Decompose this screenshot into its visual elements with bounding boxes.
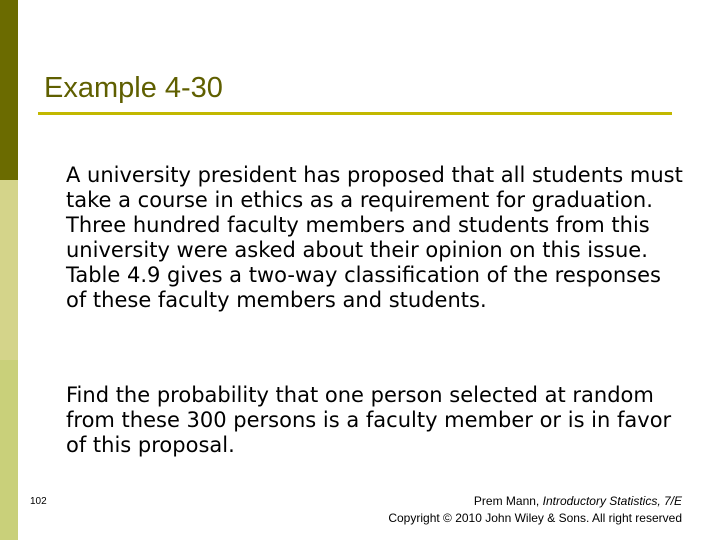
slide-title: Example 4-30: [44, 72, 223, 104]
footer-book-title: Introductory Statistics, 7/E: [542, 494, 682, 508]
footer-author: Prem Mann,: [473, 494, 543, 508]
title-underline: [38, 112, 672, 115]
problem-paragraph: A university president has proposed that all students must take a course in ethics as a requirement for graduation. Three hundred faculty members and students from this university were asked about their opinion on this issue. Table 4.9 gives a two-way classification of the responses of these faculty members and students.: [66, 163, 683, 312]
left-accent-bar-top: [0, 0, 18, 180]
left-accent-bar-middle: [0, 180, 18, 360]
footer-copyright: Copyright © 2010 John Wiley & Sons. All right reserved: [388, 511, 682, 525]
slide-number: 102: [30, 496, 47, 507]
left-accent-bar-bottom: [0, 360, 18, 540]
footer-book-line: [388, 493, 682, 510]
footer-credit: [388, 493, 682, 527]
question-paragraph: Find the probability that one person selected at random from these 300 persons is a faculty member or is in favor of this proposal.: [66, 383, 672, 457]
